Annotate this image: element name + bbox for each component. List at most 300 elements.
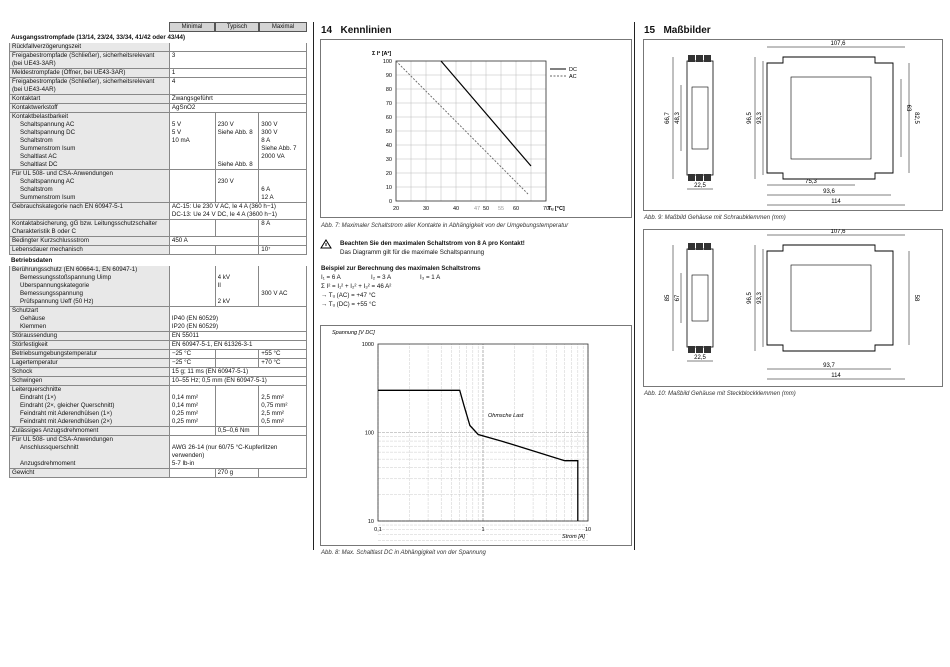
dim10-drawing (643, 229, 943, 387)
dim-h3: 96,5 (747, 112, 753, 124)
cell-line (172, 282, 213, 290)
cell-line (218, 220, 257, 228)
chart7 (320, 39, 632, 218)
row-value (169, 350, 215, 358)
cell-line: 300 V AC (261, 290, 288, 297)
table-row (9, 237, 307, 246)
cell-line: 230 V (217, 121, 234, 128)
cell-line: Bemessungsstoßspannung Uimp (20, 274, 112, 281)
cell-line: Schaltspannung AC (20, 178, 75, 185)
row-value (215, 469, 259, 477)
table-row (9, 436, 307, 469)
cell-line: Summenstrom Isum (20, 145, 76, 152)
row-value (258, 237, 306, 245)
cell-line: II (217, 282, 222, 289)
section-heading-14: 14 Kennlinien (321, 25, 392, 36)
cell-line: Störaussendung (12, 332, 58, 339)
cell-line: 270 g (217, 469, 234, 476)
cell-line (261, 386, 304, 394)
x-tick-label: 10 (584, 527, 592, 533)
cell-line: Prüfspannung Ueff (50 Hz) (20, 298, 94, 305)
y-tick-label: 0 (388, 199, 392, 205)
side-panel (791, 265, 871, 331)
cell-line: 15 g; 11 ms (EN 60947-5-1) (171, 368, 249, 375)
cell-line: Schaltspannung AC (20, 121, 75, 128)
cell-line: 10 mA (171, 137, 190, 144)
chart8 (320, 325, 632, 546)
row-value (169, 43, 306, 51)
cell-line: +70 °C (261, 359, 281, 366)
cell-line (172, 186, 213, 194)
dim10-caption: Abb. 10: Maßbild Gehäuse mit Steckblockklemmen (mm) (644, 391, 796, 397)
cell-line (261, 161, 304, 169)
cell-line (218, 350, 257, 358)
cell-line (172, 246, 213, 254)
front-housing (687, 61, 713, 175)
cell-line: Überspannungskategorie (20, 282, 90, 289)
x-tick-label: 70 (542, 206, 550, 212)
table-row (9, 368, 307, 377)
row-value (258, 350, 306, 358)
cell-line: 4 (171, 78, 176, 85)
row-value (169, 246, 215, 254)
cell-line: 10⁷ (261, 246, 271, 253)
cell-line: 0,5 mm² (261, 418, 284, 425)
row-value (258, 359, 306, 367)
cell-line (172, 469, 213, 477)
cell-line: Siehe Abb. 8 (217, 161, 253, 168)
row-value (169, 341, 306, 349)
cell-line: Eindraht (1×) (20, 394, 56, 401)
side-housing (767, 245, 893, 351)
row-label (10, 386, 169, 426)
table-row (9, 170, 307, 203)
table-row (9, 307, 307, 332)
x-tick-label: 47 (473, 206, 481, 212)
row-value (169, 69, 306, 77)
row-label (10, 341, 169, 349)
cell-line: Gebrauchskategorie nach EN 60947-5-1 (12, 203, 124, 210)
cell-line: Lebensdauer mechanisch (12, 246, 83, 253)
terminal-bottom (688, 346, 695, 353)
terminal-bottom (688, 174, 695, 181)
table-header (9, 22, 307, 32)
row-value (258, 170, 306, 202)
x-tick-label: 60 (512, 206, 520, 212)
cell-line: 0,25 mm² (171, 410, 199, 417)
cell-line (172, 266, 213, 274)
row-value (169, 170, 215, 202)
dim-b3: 114 (831, 373, 841, 379)
side-panel (791, 77, 871, 159)
cell-line: Rückfallverzögerungszeit (12, 43, 82, 50)
x-tick-label: 30 (422, 206, 430, 212)
example-line1a: I₁ = 6 A (321, 274, 341, 281)
y-axis-label: Σ I² [A²] (372, 51, 392, 57)
cell-line: Schaltspannung DC (20, 129, 76, 136)
y-tick-label: 1000 (361, 342, 374, 348)
cell-line (218, 194, 257, 202)
cell-line: (bei UE43-3AR) (12, 60, 56, 67)
cell-line: 2 kV (217, 298, 230, 305)
cell-line: Schwingen (12, 377, 43, 384)
row-value (169, 307, 306, 331)
cell-line: EN 60947-5-1, EN 61326-3-1 (171, 341, 253, 348)
row-label (10, 170, 169, 202)
cell-line: 0,5–0,6 Nm (217, 427, 250, 434)
example-line4: → Tᵤ (DC) = +55 °C (321, 301, 376, 308)
cell-line: 0,75 mm² (261, 402, 288, 409)
row-label (10, 377, 169, 385)
terminal-top (696, 55, 703, 62)
row-value (215, 386, 259, 426)
cell-line: Kontaktabsicherung, gG bzw. Leitungsschutzschalter (12, 220, 158, 227)
cell-line: 5-7 lb-in (171, 460, 195, 467)
y-tick-label: 100 (382, 59, 392, 65)
cell-line (172, 228, 213, 236)
row-value (169, 78, 306, 94)
cell-line: 4 kV (217, 274, 230, 281)
row-label (10, 368, 169, 376)
row-label (10, 469, 169, 477)
cell-line: Für UL 508- und CSA-Anwendungen (12, 436, 113, 443)
warning-title: Beachten Sie den maximalen Schaltstrom von 8 A pro Kontakt! (340, 240, 525, 247)
series-ac-line (396, 61, 528, 194)
cell-line: Charakteristik B oder C (12, 228, 76, 235)
cell-line: −25 °C (171, 350, 192, 357)
cell-line: Störfestigkeit (12, 341, 48, 348)
dim9-caption: Abb. 9: Maßbild Gehäuse mit Schraubklemmen (mm) (644, 215, 786, 221)
table-row (9, 332, 307, 341)
cell-line (172, 427, 213, 435)
cell-line (218, 246, 257, 254)
annotation-ohmic-load: Ohmsche Last (488, 412, 524, 419)
row-value (169, 113, 215, 169)
warning-text: Das Diagramm gilt für die maximale Schaltspannung (340, 249, 485, 256)
cell-line: Zwangsgeführt (171, 95, 213, 102)
cell-line (261, 178, 304, 186)
example-title: Beispiel zur Berechnung des maximalen Schaltstroms (321, 265, 481, 272)
cell-line (172, 153, 213, 161)
row-value (169, 52, 306, 68)
row-value (258, 266, 306, 306)
cell-line: Zulässiges Anzugsdrehmoment (12, 427, 99, 434)
cell-line (218, 153, 257, 161)
row-value (169, 386, 215, 426)
dim-h2: 48,3 (675, 112, 681, 124)
cell-line (218, 113, 257, 121)
row-label (10, 220, 169, 236)
row-value (258, 246, 306, 254)
cell-line: −25 °C (171, 359, 192, 366)
cell-line (218, 418, 257, 426)
y-tick-label: 90 (385, 73, 392, 79)
section-heading-15: 15 Maßbilder (644, 25, 711, 36)
x-tick-label: 20 (392, 206, 400, 212)
table-section-heading: Betriebsdaten (11, 257, 53, 264)
y-tick-label: 80 (385, 87, 392, 93)
cell-line (218, 266, 257, 274)
terminal-top (704, 55, 711, 62)
cell-line (218, 386, 257, 394)
cell-line: 8 A (261, 220, 271, 227)
x-axis-label: Strom [A] (562, 534, 585, 540)
column-divider (634, 22, 635, 550)
y-tick-label: 100 (364, 430, 374, 437)
cell-line: 450 A (171, 237, 188, 244)
cell-line: 6 A (261, 186, 271, 193)
example-line1b: I₂ = 3 A (371, 274, 392, 281)
cell-line (172, 113, 213, 121)
cell-line: Klemmen (20, 323, 47, 330)
cell-line (261, 469, 304, 477)
cell-line (172, 194, 213, 202)
warning-icon (320, 239, 332, 249)
example-line2: Σ I² = I₁² + I₂² + I₃² = 46 A² (321, 283, 392, 290)
cell-line: Anzugsdrehmoment (20, 460, 76, 467)
table-row (9, 359, 307, 368)
row-label (10, 104, 169, 112)
x-tick-label: 55 (497, 206, 505, 212)
cell-line (172, 161, 213, 169)
y-tick-label: 60 (385, 115, 392, 121)
cell-line: AWG 26-14 (nur 60/75 °C-Kupferlitzen (171, 444, 278, 451)
cell-line: Feindraht mit Aderendhülsen (1×) (20, 410, 113, 417)
cell-line: Feindraht mit Aderendhülsen (2×) (20, 418, 113, 425)
cell-line (218, 402, 257, 410)
table-row (9, 246, 307, 255)
cell-line: Lagertemperatur (12, 359, 58, 366)
row-label (10, 95, 169, 103)
row-value (258, 220, 306, 236)
dim-b2: 93,7 (823, 363, 835, 369)
cell-line: Siehe Abb. 7 (261, 145, 297, 152)
cell-line: AC-15: Ue 230 V AC, Ie 4 A (360 h−1) (171, 203, 276, 210)
row-label (10, 78, 169, 94)
cell-line (172, 436, 304, 444)
cell-line: DC-13: Ue 24 V DC, Ie 4 A (3600 h−1) (171, 211, 277, 218)
row-value (169, 359, 215, 367)
table-row (9, 220, 307, 237)
col-min: Minimal (169, 22, 215, 32)
cell-line: Kontaktwerkstoff (12, 104, 58, 111)
cell-line: 3 (171, 52, 176, 59)
cell-line: Schaltstrom (20, 186, 53, 193)
cell-line: Kontaktart (12, 95, 41, 102)
row-value (169, 368, 306, 376)
row-value (215, 220, 259, 236)
front-housing (687, 249, 713, 347)
cell-line (172, 298, 213, 306)
dim-h1: 85 (665, 294, 671, 302)
table-row (9, 469, 307, 478)
cell-line: 0,14 mm² (171, 394, 199, 401)
dim-h2: 67 (675, 294, 681, 302)
cell-line: 5 V (171, 121, 182, 128)
row-value (215, 170, 259, 202)
cell-line: Bedingter Kurzschlussstrom (12, 237, 90, 244)
row-label (10, 350, 169, 358)
row-value (215, 359, 259, 367)
cell-line: 2,5 mm² (261, 410, 284, 417)
cell-line: (bei UE43-4AR) (12, 86, 56, 93)
row-value (169, 427, 215, 435)
dim-b1: 22,5 (694, 183, 706, 189)
cell-line: Schaltstrom (20, 137, 53, 144)
row-value (169, 237, 258, 245)
row-label (10, 237, 169, 245)
y-tick-label: 10 (385, 185, 392, 191)
cell-line (172, 307, 304, 315)
example-line3: → Tᵤ (AC) = +47 °C (321, 292, 376, 299)
cell-line: IP20 (EN 60529) (171, 323, 219, 330)
table-row (9, 203, 307, 220)
cell-line: IP40 (EN 60529) (171, 315, 219, 322)
row-label (10, 332, 169, 340)
dim-h5: 58 (913, 294, 919, 302)
cell-line: Schaltlast DC (20, 161, 58, 168)
legend-dc-label: DC (569, 67, 577, 73)
dim-h1: 66,7 (665, 112, 671, 124)
table-section-heading: Ausgangsstrompfade (13/14, 23/24, 33/34, 41/42 oder 43/44) (11, 34, 186, 41)
cell-line: 1 (171, 69, 176, 76)
table-row (9, 43, 307, 52)
row-label (10, 307, 169, 331)
y-tick-label: 20 (385, 171, 392, 177)
cell-line: Eindraht (2×, gleicher Querschnitt) (20, 402, 115, 409)
dim-b1: 22,5 (694, 355, 706, 361)
row-value (258, 386, 306, 426)
table-row (9, 266, 307, 307)
column-divider (313, 22, 314, 550)
cell-line: Berührungsschutz (EN 60664-1, EN 60947-1) (12, 266, 138, 273)
cell-line (218, 290, 257, 298)
dim-h3: 96,5 (747, 292, 753, 304)
cell-line (218, 394, 257, 402)
table-row (9, 69, 307, 78)
table-row (9, 350, 307, 359)
table-row (9, 78, 307, 95)
dim-h6: 63 (905, 104, 911, 112)
cell-line (218, 137, 257, 145)
x-tick-label: 40 (452, 206, 460, 212)
cell-line (218, 410, 257, 418)
row-label (10, 359, 169, 367)
cell-line (218, 145, 257, 153)
row-value (258, 469, 306, 477)
cell-line (172, 145, 213, 153)
cell-line: Betriebsumgebungstemperatur (12, 350, 97, 357)
terminal-bottom (704, 346, 711, 353)
cell-line: Gewicht (12, 469, 35, 476)
cell-line: Für UL 508- und CSA-Anwendungen (12, 170, 113, 177)
table-row (9, 104, 307, 113)
side-housing (767, 57, 893, 179)
cell-line: 230 V (217, 178, 234, 185)
cell-line (172, 170, 213, 178)
cell-line (261, 298, 304, 306)
cell-line (218, 186, 257, 194)
cell-line (261, 170, 304, 178)
table-row (9, 341, 307, 350)
cell-line (261, 266, 304, 274)
row-value (258, 113, 306, 169)
table-row (9, 95, 307, 104)
cell-line (172, 274, 213, 282)
cell-line: Schaltlast AC (20, 153, 57, 160)
row-value (169, 104, 306, 112)
row-value (258, 427, 306, 435)
cell-line (261, 228, 304, 236)
row-value (169, 436, 306, 468)
y-tick-label: 30 (385, 157, 392, 163)
legend-ac-label: AC (569, 74, 577, 80)
cell-line (261, 274, 304, 282)
cell-line (261, 282, 304, 290)
row-label (10, 69, 169, 77)
y-tick-label: 10 (367, 519, 374, 525)
y-tick-label: 40 (385, 143, 392, 149)
y-axis-label: Spannung [V DC] (332, 330, 375, 336)
dc-load-curve (378, 390, 578, 521)
cell-line: 2000 VA (261, 153, 285, 160)
dim-h4: 93,3 (757, 112, 763, 124)
cell-line: Freigabestrompfade (Schließer), sicherheitsrelevant (12, 52, 155, 59)
dim-b2: 75,3 (805, 179, 817, 185)
row-label (10, 43, 169, 51)
cell-line: Anschlussquerschnitt (20, 444, 79, 451)
dim9-drawing (643, 39, 943, 211)
front-window (692, 275, 708, 321)
cell-line (218, 359, 257, 367)
terminal-bottom (704, 174, 711, 181)
row-label (10, 246, 169, 254)
cell-line: Schutzart (12, 307, 39, 314)
y-tick-label: 70 (385, 101, 392, 107)
cell-line (218, 170, 257, 178)
terminal-top (688, 243, 695, 250)
cell-line: verwenden) (171, 452, 205, 459)
cell-line: Gehäuse (20, 315, 46, 322)
row-value (169, 203, 306, 219)
cell-line (172, 290, 213, 298)
cell-line: 0,14 mm² (171, 402, 199, 409)
front-window (692, 87, 708, 149)
cell-line: 300 V (261, 129, 278, 136)
row-value (169, 266, 215, 306)
row-label (10, 266, 169, 306)
chart8-caption: Abb. 8: Max. Schaltlast DC in Abhängigkeit von der Spannung (321, 550, 486, 556)
x-axis-label: Tᵤ [°C] (548, 206, 565, 212)
row-value (215, 113, 259, 169)
cell-line: 8 A (261, 137, 271, 144)
cell-line: AgSnO2 (171, 104, 196, 111)
row-value (169, 377, 306, 385)
table-row (9, 52, 307, 69)
cell-line: Schock (12, 368, 33, 375)
row-value (169, 332, 306, 340)
cell-line: Freigabestrompfade (Schließer), sicherheitsrelevant (12, 78, 155, 85)
y-tick-label: 50 (385, 129, 392, 135)
cell-line (172, 386, 213, 394)
terminal-bottom (696, 346, 703, 353)
row-value (215, 266, 259, 306)
dim-h5: 82,5 (913, 112, 919, 124)
dim-width-total: 107,6 (830, 229, 846, 235)
terminal-top (696, 243, 703, 250)
example-line1c: I₃ = 1 A (420, 274, 441, 281)
terminal-bottom (696, 174, 703, 181)
